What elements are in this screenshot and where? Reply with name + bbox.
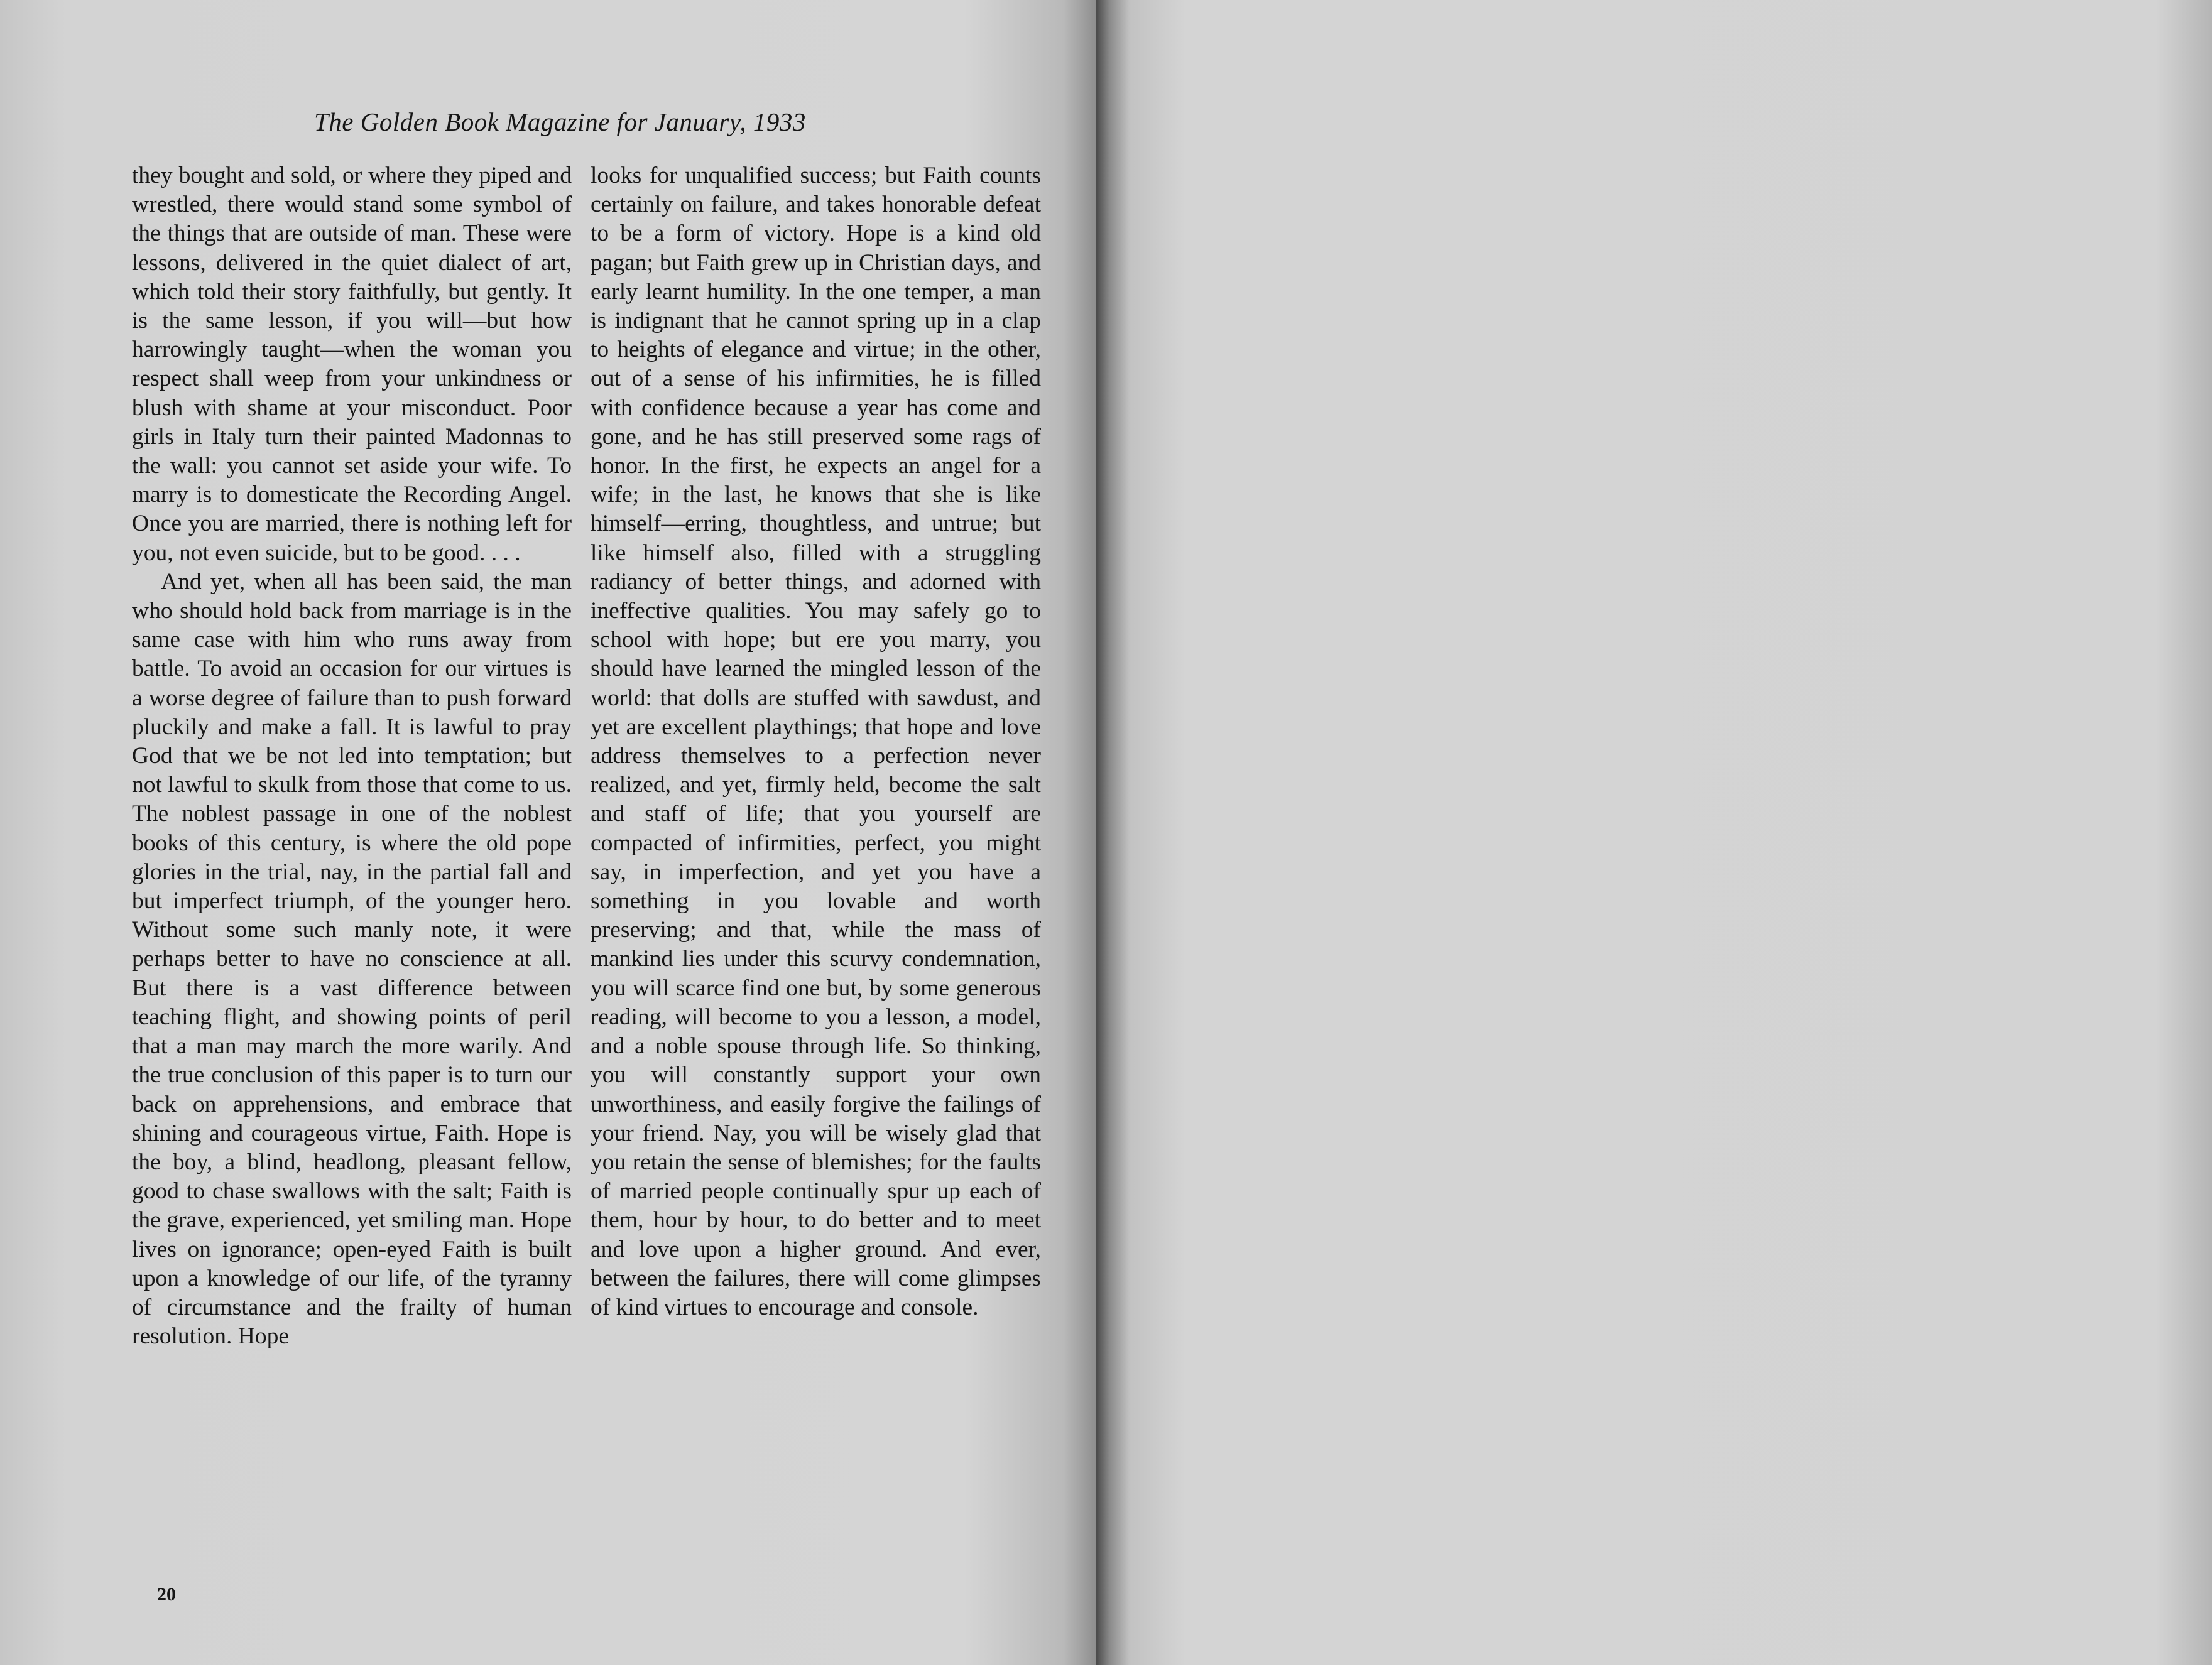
left-page (0, 0, 1096, 1665)
paragraph: looks for unqualified success; but Faith counts certainly on failure, and takes honorable defeat to be a form of victory. Hope is a kind old pagan; but Faith grew up in Christian days, and early learnt humility. In the one temper, a man is indignant that he cannot spring up in a clap to heights of elegance and virtue; in the other, out of a sense of his infirmities, he is filled with confidence because a year has come and gone, and he has still preserved some rags of honor. In the first, he expects an angel for a wife; in the last, he knows that she is like himself—erring, thoughtless, and untrue; but like himself also, filled with a struggling radiancy of better things, and adorned with ineffective qualities. You may safely go to school with hope; but ere you marry, you should have learned the mingled lesson of the world: that dolls are stuffed with sawdust, and yet are excellent playthings; that hope and love address themselves to a perfection never realized, and yet, firmly held, become the salt and staff of life; that you yourself are compacted of infirmities, perfect, you might say, in imperfection, and yet you have a something in you lovable and worth preserving; and that, while the mass of mankind lies under this scurvy condemnation, you will scarce find one but, by some generous reading, will become to you a lesson, a model, and a noble spouse through life. So thinking, you will constantly support your own unworthiness, and easily forgive the failings of your friend. Nay, you will be wisely glad that you retain the sense of blemishes; for the faults of married people continually spur up each of them, hour by hour, to do better and to meet and love upon a higher ground. And ever, between the failures, there will come glimpses of kind virtues to encourage and console. (591, 163, 1041, 1320)
page-number: 20 (157, 1584, 176, 1605)
paragraph: they bought and sold, or where they piped and wrestled, there would stand some symbol of the things that are outside of man. These were lessons, delivered in the quiet dialect of art, which told their story faithfully, but gently. It is the same lesson, if you will—but how harrowingly taught—when the woman you respect shall weep from your unkindness or blush with shame at your misconduct. Poor girls in Italy turn their painted Madonnas to the wall: you cannot set aside your wife. To marry is to domesticate the Recording Angel. Once you are married, there is nothing left for you, not even suicide, but to be good. . . . (132, 163, 572, 566)
text-column-one (132, 161, 572, 1351)
running-head: The Golden Book Magazine for January, 1933 (314, 107, 806, 136)
right-page (1096, 0, 2212, 1665)
paragraph: And yet, when all has been said, the man who should hold back from marriage is in the same case with him who runs away from battle. To avoid an occasion for our virtues is a worse degree of failure than to push forward pluckily and make a fall. It is lawful to pray God that we be not led into temptation; but not lawful to skulk from those that come to us. The noblest passage in one of the noblest books of this century, is where the old pope glories in the trial, nay, in the partial fall and but imperfect triumph, of the younger hero. Without some such manly note, it were perhaps better to have no conscience at all. But there is a vast difference between teaching flight, and showing points of peril that a man may march the more warily. And the true conclusion of this paper is to turn our back on apprehensions, and embrace that shining and courageous virtue, Faith. Hope is the boy, a blind, headlong, pleasant fellow, good to chase swallows with the salt; Faith is the grave, experienced, yet smiling man. Hope lives on ignorance; open-eyed Faith is built upon a knowledge of our life, of the tyranny of circumstance and the frailty of human resolution. Hope (132, 568, 572, 1350)
text-column-two (591, 161, 1041, 1322)
